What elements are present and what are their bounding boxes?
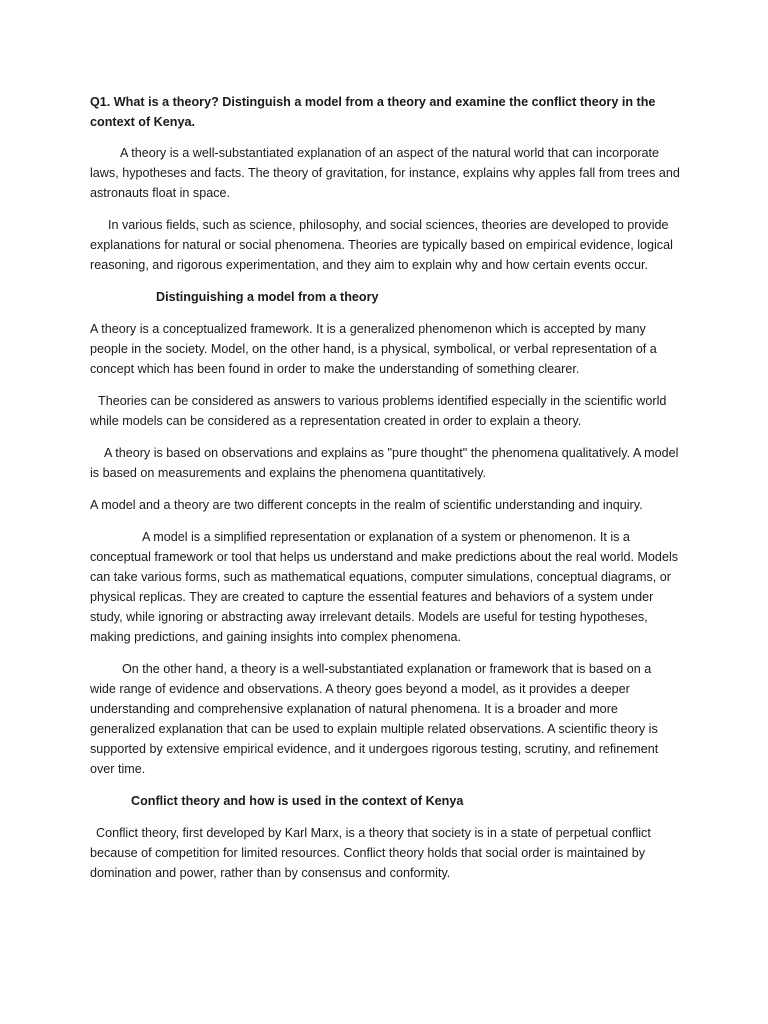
paragraph-qualitative-vs-quantitative: A theory is based on observations and explains as "pure thought" the phenomena qualitatively. A model is based on measurements and explains the phenomena quantitatively. [90, 446, 679, 480]
paragraph-theory-definition: A theory is a well-substantiated explanation of an aspect of the natural world that can incorporate laws, hypotheses and facts. The theory of gravitation, for instance, explains why apples fall from trees and astronauts float in space. [90, 146, 680, 200]
paragraph-conflict-theory: Conflict theory, first developed by Karl Marx, is a theory that society is in a state of perpetual conflict because of competition for limited resources. Conflict theory holds that social order is maintained by domination and power, rather than by consensus and conformity. [90, 826, 651, 880]
paragraph-conceptual-framework: A theory is a conceptualized framework. It is a generalized phenomenon which is accepted by many people in the society. Model, on the other hand, is a physical, symbolical, or verbal representation of a concept which has been found in order to make the understanding of something clearer. [90, 322, 657, 376]
paragraph-theory-deeper: On the other hand, a theory is a well-substantiated explanation or framework that is based on a wide range of evidence and observations. A theory goes beyond a model, as it provides a deeper understanding and comprehensive explanation of natural phenomena. It is a broader and more generalized explanation that can be used to explain multiple related observations. A scientific theory is supported by extensive empirical evidence, and it undergoes rigorous testing, scrutiny, and refinement over time. [90, 662, 659, 776]
section-heading-model-vs-theory: Distinguishing a model from a theory [156, 290, 379, 304]
question-title: Q1. What is a theory? Distinguish a model from a theory and examine the conflict theory in the context of Kenya. [90, 95, 656, 129]
document-body [90, 92, 680, 895]
paragraph-model-definition: A model is a simplified representation or explanation of a system or phenomenon. It is a conceptual framework or tool that helps us understand and make predictions about the real world. Models can take various forms, such as mathematical equations, computer simulations, conceptual diagrams, or physical replicas. They are created to capture the essential features and behaviors of a system under study, while ignoring or abstracting away irrelevant details. Models are useful for testing hypotheses, making predictions, and gaining insights into complex phenomena. [90, 530, 679, 644]
paragraph-theory-fields: In various fields, such as science, philosophy, and social sciences, theories are developed to provide explanations for natural or social phenomena. Theories are typically based on empirical evidence, logical reasoning, and rigorous experimentation, and they aim to explain why and how certain events occur. [90, 218, 673, 272]
paragraph-two-concepts: A model and a theory are two different concepts in the realm of scientific understanding and inquiry. [90, 498, 643, 512]
section-heading-conflict-theory: Conflict theory and how is used in the context of Kenya [131, 794, 464, 808]
paragraph-answers-vs-representation: Theories can be considered as answers to various problems identified especially in the scientific world while models can be considered as a representation created in order to explain a theory. [90, 394, 667, 428]
